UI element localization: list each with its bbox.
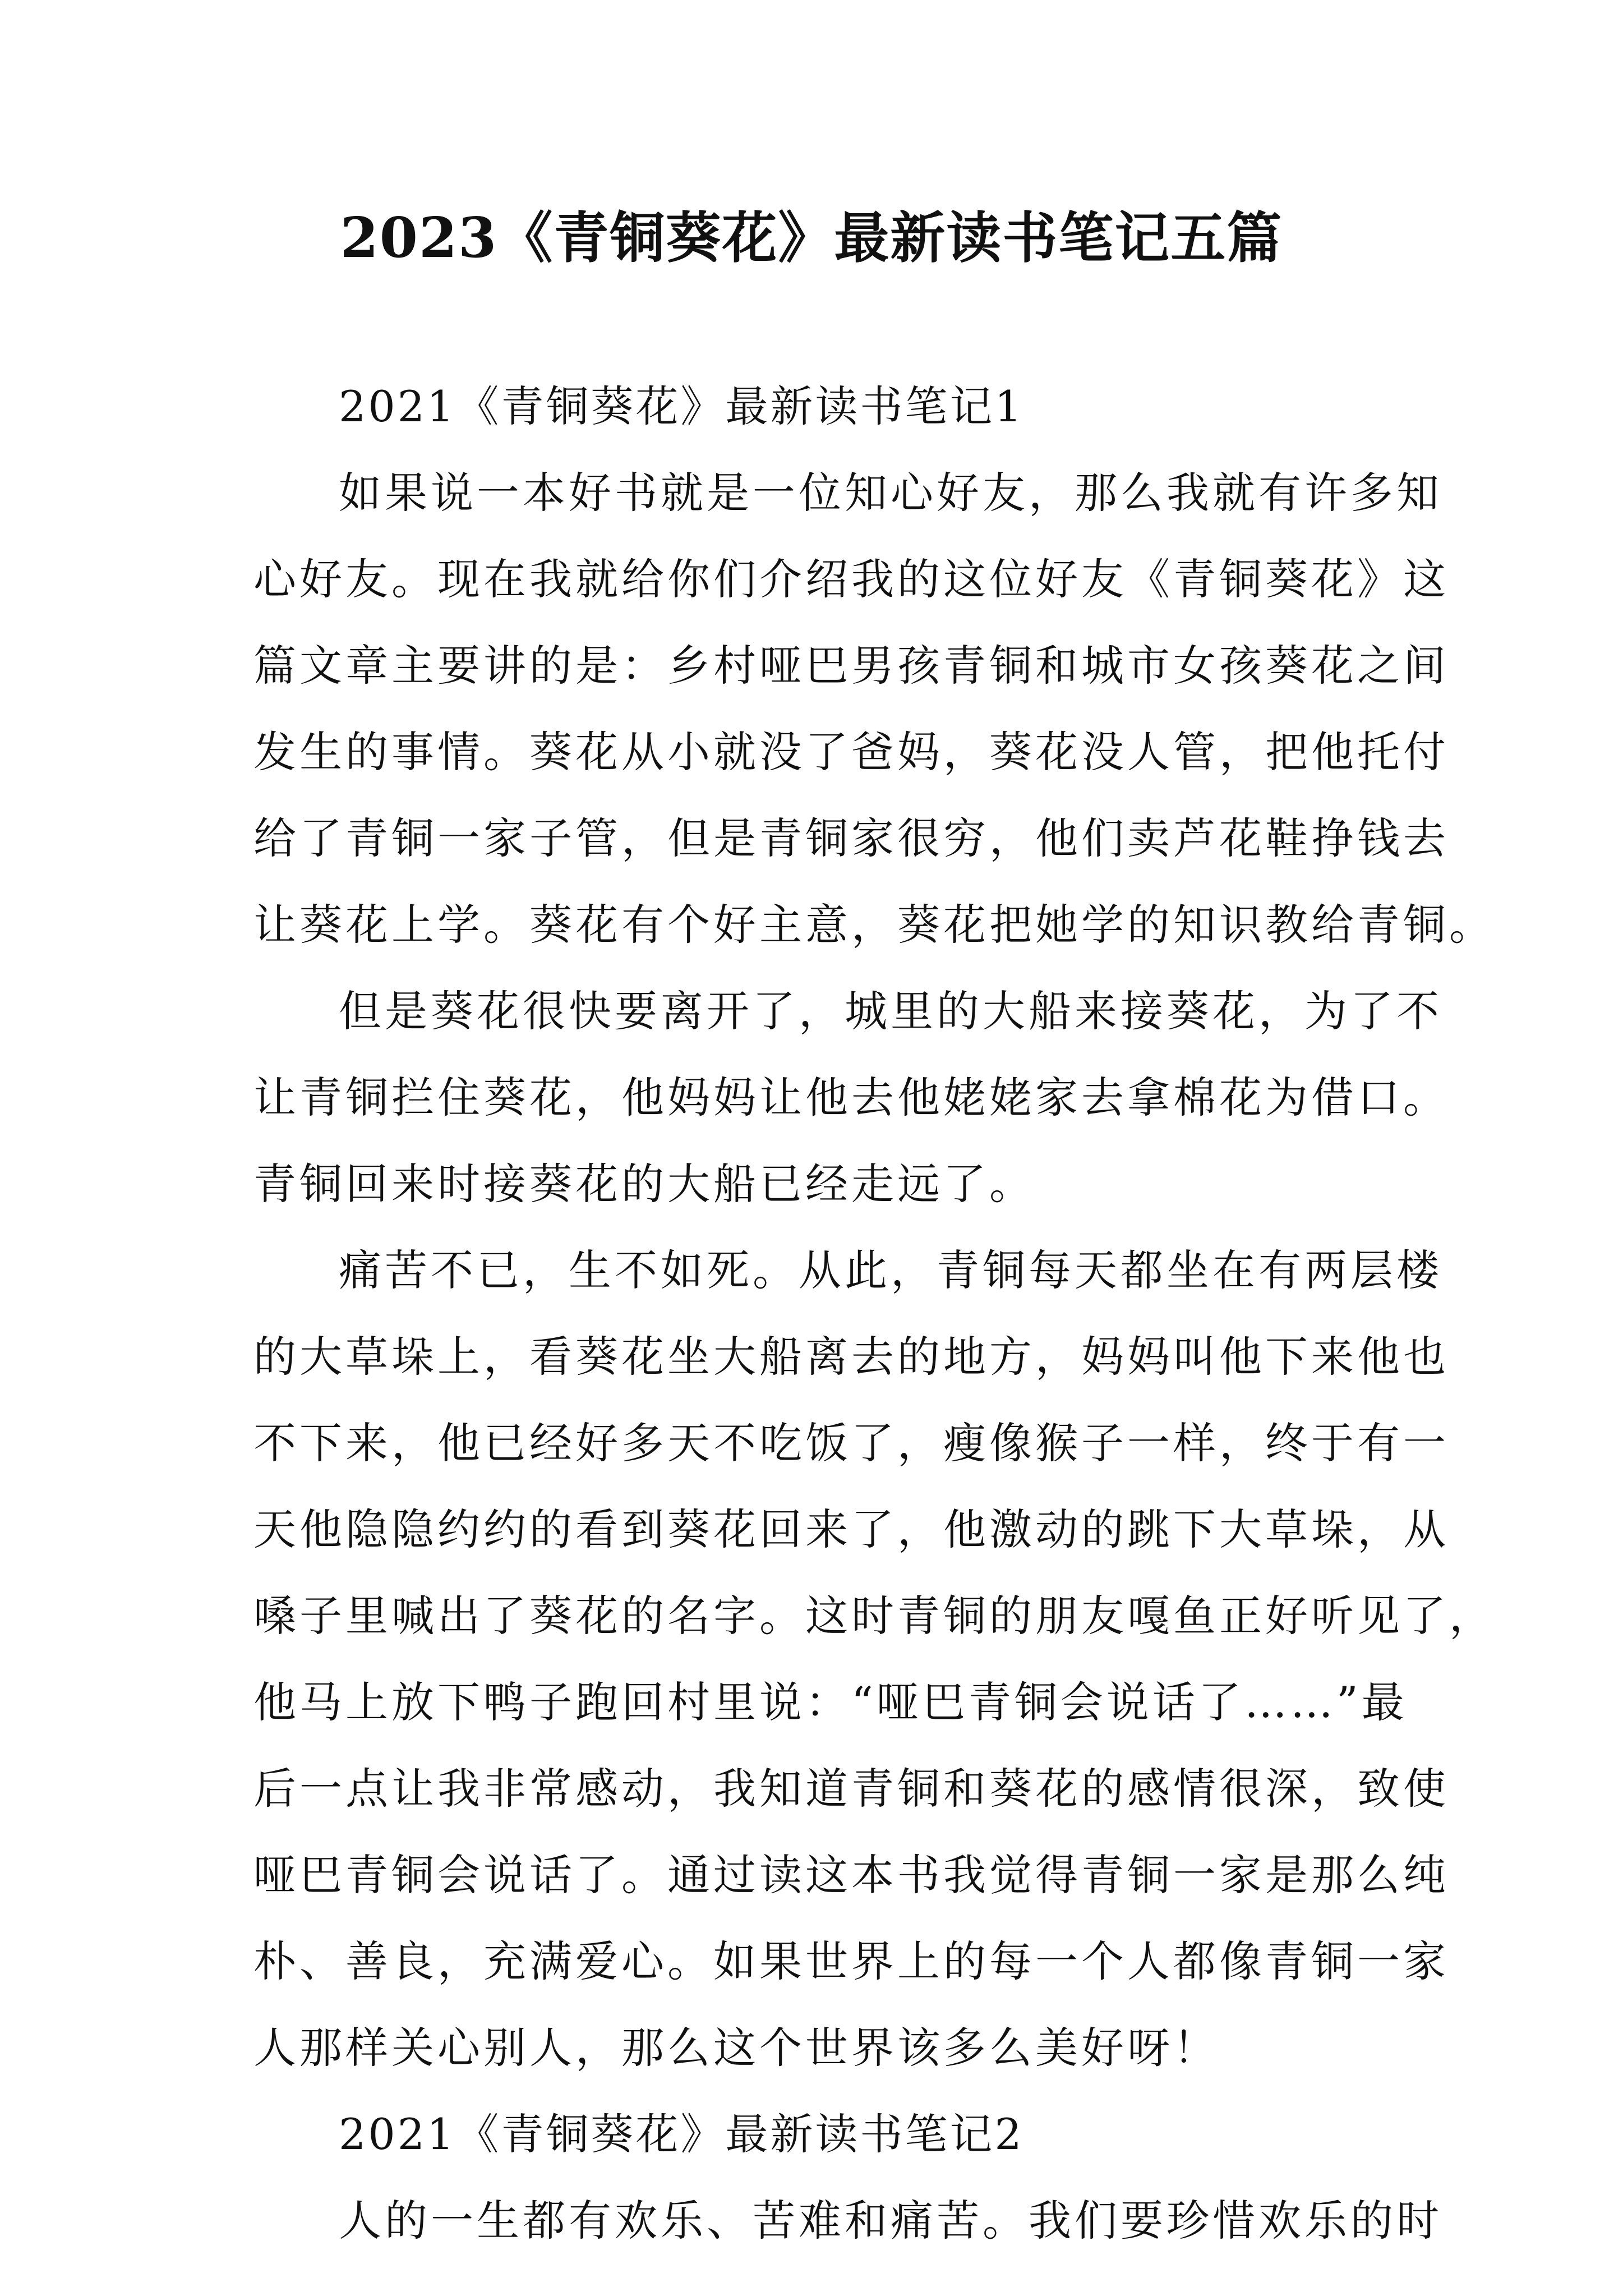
paragraph-line: 让青铜拦住葵花，他妈妈让他去他姥姥家去拿棉花为借口。	[253, 1073, 1449, 1122]
paragraph-line: 让葵花上学。葵花有个好主意，葵花把她学的知识教给青铜。	[253, 900, 1495, 950]
paragraph-line: 心好友。现在我就给你们介绍我的这位好友《青铜葵花》这	[253, 554, 1449, 604]
paragraph-line: 的大草垛上，看葵花坐大船离去的地方，妈妈叫他下来他也	[253, 1332, 1449, 1382]
paragraph-line: 他马上放下鸭子跑回村里说：“哑巴青铜会说话了……”最	[253, 1677, 1408, 1727]
paragraph-line: 如果说一本好书就是一位知心好友，那么我就有许多知	[339, 468, 1442, 518]
paragraph-line: 人那样关心别人，那么这个世界该多么美好呀！	[253, 2023, 1219, 2073]
paragraph-line: 篇文章主要讲的是：乡村哑巴男孩青铜和城市女孩葵花之间	[253, 641, 1449, 691]
paragraph-line: 不下来，他已经好多天不吃饭了，瘦像猴子一样，终于有一	[253, 1418, 1449, 1468]
paragraph-line: 哑巴青铜会说话了。通过读这本书我觉得青铜一家是那么纯	[253, 1850, 1449, 1900]
paragraph-line: 天他隐隐约约的看到葵花回来了，他激动的跳下大草垛，从	[253, 1504, 1449, 1554]
section-heading: 2021《青铜葵花》最新读书笔记2	[339, 2109, 1024, 2159]
document-body	[253, 364, 1495, 2264]
paragraph-line: 后一点让我非常感动，我知道青铜和葵花的感情很深，致使	[253, 1764, 1449, 1814]
paragraph-line: 青铜回来时接葵花的大船已经走远了。	[253, 1159, 1035, 1209]
paragraph-line: 给了青铜一家子管，但是青铜家很穷，他们卖芦花鞋挣钱去	[253, 813, 1449, 863]
section-heading: 2021《青铜葵花》最新读书笔记1	[339, 381, 1024, 431]
paragraph-line: 人的一生都有欢乐、苦难和痛苦。我们要珍惜欢乐的时	[339, 2196, 1442, 2246]
paragraph-line: 但是葵花很快要离开了，城里的大船来接葵花，为了不	[339, 986, 1442, 1036]
document-title: 2023《青铜葵花》最新读书笔记五篇	[340, 206, 1283, 270]
paragraph-line: 发生的事情。葵花从小就没了爸妈，葵花没人管，把他托付	[253, 727, 1449, 777]
paragraph-line: 朴、善良，充满爱心。如果世界上的每一个人都像青铜一家	[253, 1936, 1449, 1986]
paragraph-line: 嗓子里喊出了葵花的名字。这时青铜的朋友嘎鱼正好听见了，	[253, 1591, 1495, 1641]
paragraph-line: 痛苦不已，生不如死。从此，青铜每天都坐在有两层楼	[339, 1245, 1442, 1295]
